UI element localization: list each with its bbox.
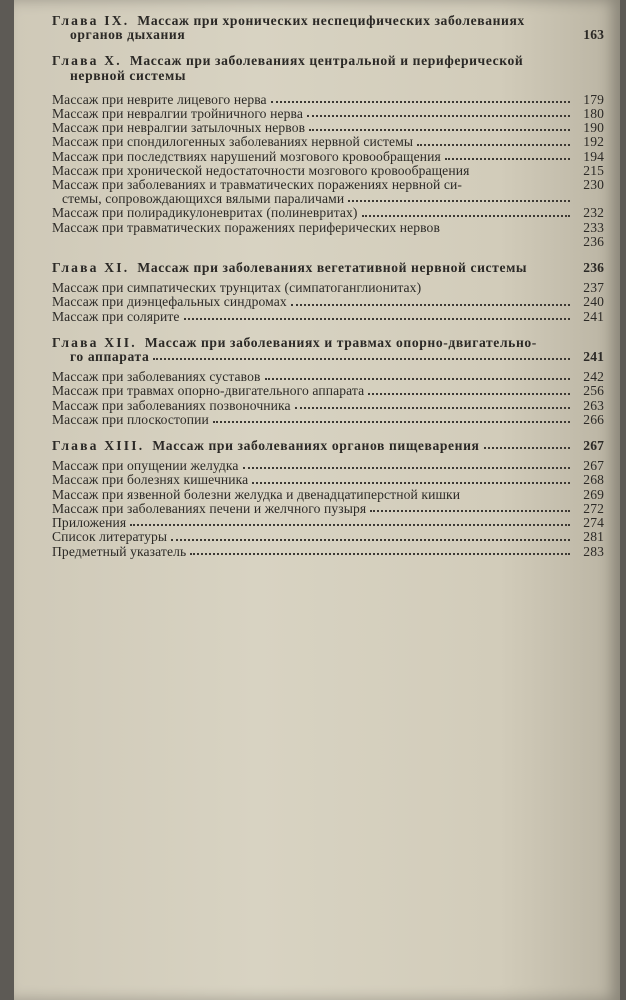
toc-entry: Массаж при заболеваниях печени и желчного пузыря 272 [52, 500, 604, 516]
toc-entry: Приложения 274 [52, 515, 604, 531]
chapter-13 [52, 439, 604, 453]
chapter-13-entries [52, 459, 604, 516]
page-number: 236 [583, 260, 604, 276]
table-of-contents [52, 8, 604, 559]
toc-entry: Массаж при болезнях кишечника 268 [52, 472, 604, 488]
toc-entry: Список литературы 281 [52, 529, 604, 545]
chapter-title: Массаж при заболеваниях центральной и периферической [129, 53, 524, 69]
book-page [14, 0, 620, 1000]
chapter-10 [52, 54, 604, 82]
toc-entry: Массаж при солярите 241 [52, 308, 604, 324]
chapter-9 [52, 14, 604, 42]
toc-entry: Массаж при симпатических трунцитах (симпатоганглионитах) 237 [52, 280, 604, 296]
chapter-10-entries [52, 93, 604, 249]
toc-entry-cont: стемы, сопровождающихся вялыми параличами [52, 192, 604, 206]
chapter-title-cont: го аппарата [70, 349, 150, 365]
chapter-title: Массаж при заболеваниях органов пищеварения [152, 438, 480, 454]
toc-entry: Массаж при заболеваниях суставов 242 [52, 369, 604, 385]
toc-entry: Массаж при плоскостопии 266 [52, 411, 604, 427]
toc-entry: Массаж при последствиях нарушений мозгового кровообращения 194 [52, 148, 604, 164]
chapter-12-entries [52, 370, 604, 427]
toc-entry: Массаж при язвенной болезни желудка и двенадцатиперстной кишки 269 [52, 486, 604, 502]
page-number: 241 [583, 349, 604, 365]
toc-entry: Массаж при заболеваниях позвоночника 263 [52, 397, 604, 413]
toc-entry: 236 [583, 233, 604, 249]
chapter-title: Массаж при заболеваниях вегетативной нервной системы [137, 260, 528, 276]
page-number: 163 [583, 27, 604, 43]
toc-entry: Массаж при невралгии затылочных нервов 190 [52, 120, 604, 136]
toc-entry: Предметный указатель 283 [52, 543, 604, 559]
toc-entry: Массаж при заболеваниях и травматических поражениях нервной си- 230 [52, 177, 604, 193]
toc-entry: Массаж при хронической недостаточности мозгового кровообращения 215 [52, 162, 604, 178]
toc-entry: Массаж при спондилогенных заболеваниях нервной системы 192 [52, 134, 604, 150]
toc-entry: Массаж при невралгии тройничного нерва 180 [52, 106, 604, 122]
chapter-12 [52, 336, 604, 364]
toc-entry: Массаж при полирадикулоневритах (полиневритах) 232 [52, 205, 604, 221]
toc-entry: Массаж при травматических поражениях периферических нервов 233 [52, 219, 604, 235]
chapter-label: Глава X. [52, 53, 122, 69]
chapter-title: Массаж при заболеваниях и травмах опорно-двигательно- [144, 334, 537, 350]
chapter-11-entries [52, 281, 604, 324]
chapter-label: Глава XII. [52, 334, 137, 350]
toc-entry: Массаж при диэнцефальных синдромах 240 [52, 294, 604, 310]
chapter-title-cont: органов дыхания [70, 27, 186, 43]
toc-entry: Массаж при травмах опорно-двигательного аппарата 256 [52, 383, 604, 399]
page-number: 267 [583, 438, 604, 454]
chapter-label: Глава IX. [52, 13, 130, 28]
chapter-label: Глава XI. [52, 260, 130, 276]
chapter-label: Глава XIII. [52, 438, 145, 454]
chapter-title-cont: нервной системы [70, 67, 187, 83]
toc-entry: Массаж при неврите лицевого нерва 179 [52, 91, 604, 107]
chapter-title: Массаж при хронических неспецифических заболеваниях [137, 13, 525, 28]
toc-entry: Массаж при опущении желудка 267 [52, 458, 604, 474]
back-matter [52, 516, 604, 559]
chapter-11 [52, 261, 604, 275]
